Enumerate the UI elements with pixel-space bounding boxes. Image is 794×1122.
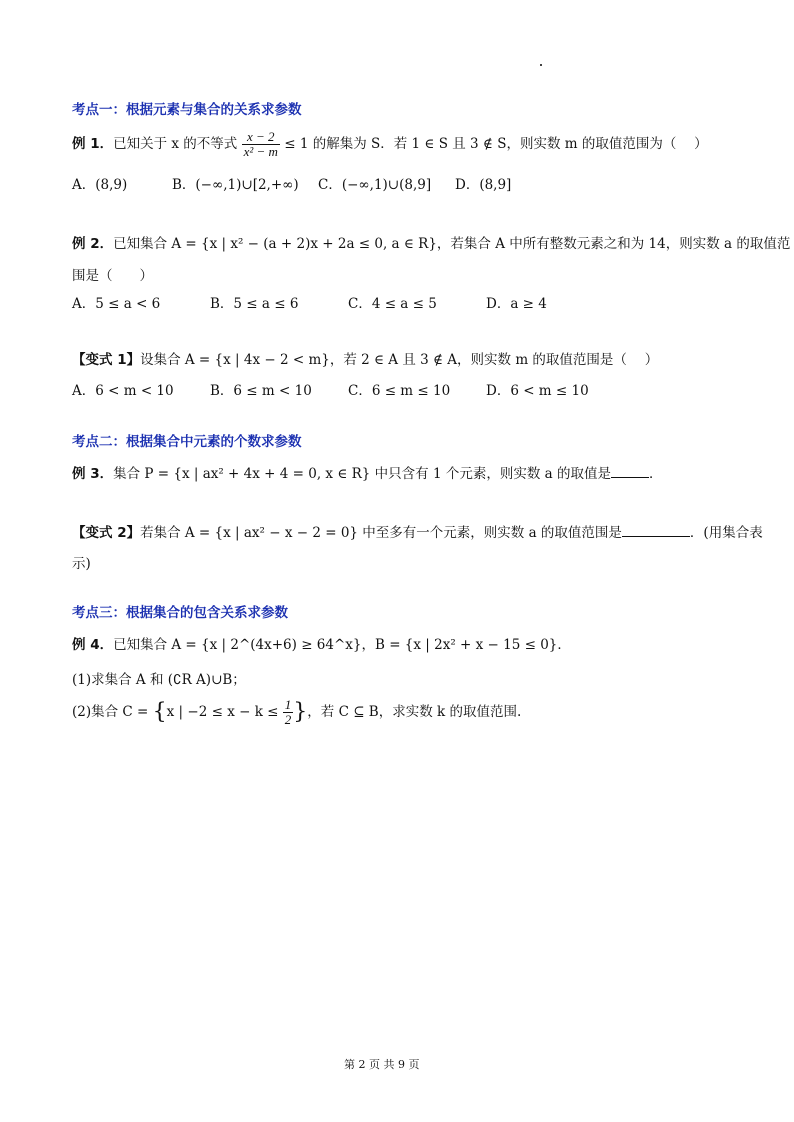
q2-prefix: (2)集合 C = [72, 704, 149, 720]
var1-option-a: A．6 < m < 10 [72, 383, 174, 399]
section-title-1: 考点一：根据元素与集合的关系求参数 [72, 102, 302, 118]
section-title-2: 考点二：根据集合中元素的个数求参数 [72, 434, 302, 450]
variant-2-line-1 [72, 521, 763, 541]
example-2-line-1 [72, 232, 790, 252]
ex1-option-d: D．(8,9] [455, 177, 512, 193]
example-4-label: 例 4． [72, 637, 114, 653]
variant-1 [72, 348, 658, 368]
q2-set-expression: x | −2 ≤ x − k ≤ [166, 704, 279, 720]
ex1-option-a: A．(8,9) [72, 177, 128, 193]
example-1-label: 例 1． [72, 136, 114, 152]
left-brace: { [152, 699, 167, 725]
fraction-denominator: x² − m [243, 144, 278, 159]
example-3-end: ． [648, 466, 663, 482]
ex2-option-c: C．4 ≤ a ≤ 5 [348, 296, 437, 312]
example-1-fraction [242, 130, 280, 159]
var1-option-c: C．6 ≤ m ≤ 10 [348, 383, 451, 399]
var1-option-b: B．6 ≤ m < 10 [210, 383, 312, 399]
q2-fraction-denominator: 2 [284, 712, 292, 727]
example-3-text: 集合 P = {x | ax² + 4x + 4 = 0, x ∈ R} 中只含有 1 个元素，则实数 a 的取值是 [113, 466, 611, 482]
variant-2-label: 【变式 2】 [72, 525, 141, 541]
example-2-text: 已知集合 A = {x | x² − (a + 2)x + 2a ≤ 0, a ∈ R}，若集合 A 中所有整数元素之和为 14，则实数 a 的取值范 [113, 236, 791, 252]
q2-fraction [283, 698, 294, 727]
example-4-question-2 [72, 698, 521, 727]
var1-option-d: D．6 < m ≤ 10 [486, 383, 589, 399]
example-2-line-2: 围是（ ） [72, 268, 153, 284]
example-4 [72, 633, 571, 653]
variant-2-line-2: 示) [72, 556, 91, 572]
example-4-question-1: (1)求集合 A 和 (∁R A)∪B； [72, 672, 246, 688]
q2-fraction-numerator: 1 [284, 697, 292, 712]
ex2-option-b: B．5 ≤ a ≤ 6 [210, 296, 299, 312]
ex1-option-b: B．(−∞,1)∪[2,+∞) [172, 177, 299, 193]
top-dot [540, 64, 542, 66]
variant-1-text: 设集合 A = {x | 4x − 2 < m}，若 2 ∈ A 且 3 ∉ A，则实数 m 的取值范围是（ ） [140, 352, 659, 368]
ex2-option-d: D．a ≥ 4 [486, 296, 547, 312]
right-brace: } [293, 699, 308, 725]
example-4-text: 已知集合 A = {x | 2^(4x+6) ≥ 64^x}，B = {x | 2x² + x − 15 ≤ 0}． [113, 637, 571, 653]
example-1-pre: 已知关于 x 的不等式 [113, 136, 238, 152]
page-footer: 第 2 页 共 9 页 [344, 1058, 420, 1071]
fraction-numerator: x − 2 [242, 130, 280, 145]
example-1-post: ≤ 1 的解集为 S．若 1 ∈ S 且 3 ∉ S，则实数 m 的取值范围为（ ） [284, 136, 708, 152]
example-1 [72, 130, 708, 159]
variant-1-label: 【变式 1】 [72, 352, 141, 368]
example-3 [72, 462, 662, 482]
q2-suffix: ，若 C ⊆ B，求实数 k 的取值范围. [307, 704, 522, 720]
example-2-label: 例 2． [72, 236, 114, 252]
answer-blank[interactable] [611, 465, 649, 478]
section-title-3: 考点三：根据集合的包含关系求参数 [72, 605, 288, 621]
ex1-option-c: C．(−∞,1)∪(8,9] [318, 177, 432, 193]
ex2-option-a: A．5 ≤ a < 6 [72, 296, 161, 312]
variant-2-end: ．(用集合表 [689, 525, 763, 541]
example-3-label: 例 3． [72, 466, 114, 482]
variant-2-text: 若集合 A = {x | ax² − x − 2 = 0} 中至多有一个元素，则实数 a 的取值范围是 [140, 525, 622, 541]
answer-blank[interactable] [622, 524, 690, 537]
